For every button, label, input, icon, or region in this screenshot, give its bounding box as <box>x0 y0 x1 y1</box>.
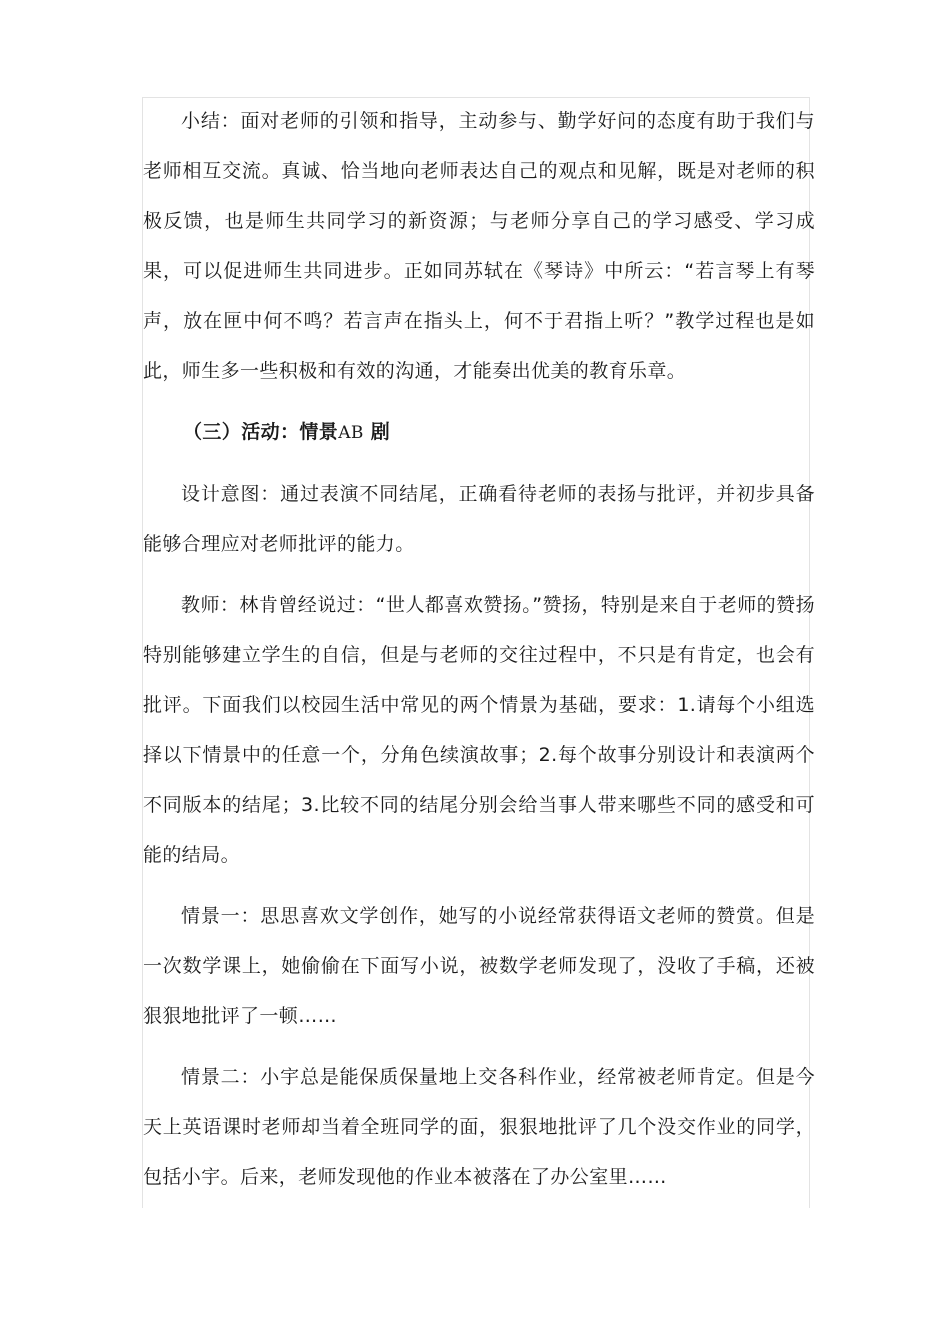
spacer <box>143 1041 815 1052</box>
summary-paragraph: 小结：面对老师的引领和指导，主动参与、勤学好问的态度有助于我们与老师相互交流。真诚、恰当地向老师表达自己的观点和见解，既是对老师的积极反馈，也是师生共同学习的新资源；与老师分享自己的学习感受、学习成果，可以促进师生共同进步。正如同苏轼在《琴诗》中所云：“若言琴上有琴声，放在匣中何不鸣？若言声在指头上，何不于君指上听？”教学过程也是如此，师生多一些积极和有效的沟通，才能奏出优美的教育乐章。 <box>143 110 815 382</box>
heading-suffix: 剧 <box>363 421 391 443</box>
spacer <box>143 880 815 891</box>
document-body <box>143 96 815 1202</box>
scenario-one-paragraph: 情景一：思思喜欢文学创作，她写的小说经常获得语文老师的赞赏。但是一次数学课上，她偷偷在下面写小说，被数学老师发现了，没收了手稿，还被狠狠地批评了一顿…… <box>143 905 815 1027</box>
section-heading <box>143 407 815 458</box>
spacer <box>143 458 815 469</box>
scenario-two-paragraph: 情景二：小宇总是能保质保量地上交各科作业，经常被老师肯定。但是今天上英语课时老师却当着全班同学的面，狠狠地批评了几个没交作业的同学，包括小宇。后来，老师发现他的作业本被落在了办公室里…… <box>143 1066 815 1188</box>
heading-latin: AB <box>338 423 364 443</box>
heading-prefix: （三）活动：情景 <box>183 421 339 443</box>
spacer <box>143 569 815 580</box>
design-intent-paragraph: 设计意图：通过表演不同结尾，正确看待老师的表扬与批评，并初步具备能够合理应对老师批评的能力。 <box>143 483 815 555</box>
spacer <box>143 396 815 407</box>
teacher-paragraph: 教师：林肯曾经说过：“世人都喜欢赞扬。”赞扬，特别是来自于老师的赞扬特别能够建立学生的自信，但是与老师的交往过程中，不只是有肯定，也会有批评。下面我们以校园生活中常见的两个情景为基础，要求：1.请每个小组选择以下情景中的任意一个，分角色续演故事；2.每个故事分别设计和表演两个不同版本的结尾；3.比较不同的结尾分别会给当事人带来哪些不同的感受和可能的结局。 <box>143 594 815 866</box>
